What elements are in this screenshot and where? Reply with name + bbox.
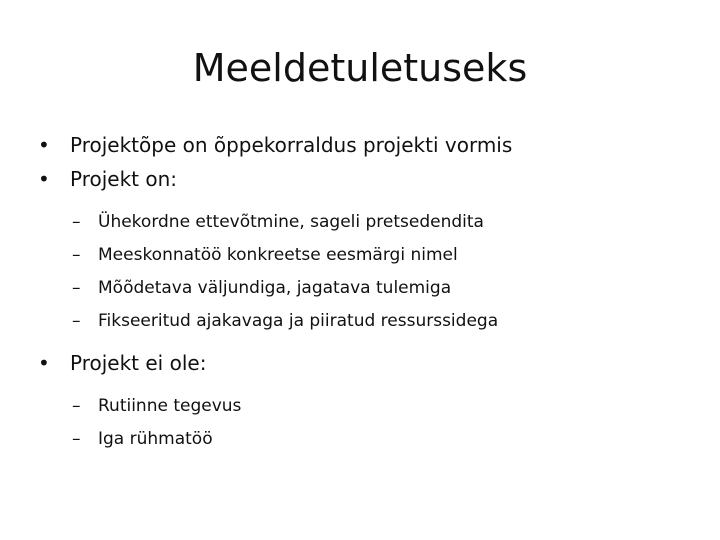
slide-body xyxy=(36,128,696,464)
sub-item-text: Iga rühmatöö xyxy=(98,429,213,449)
dash-marker: – xyxy=(72,396,81,416)
sub-item-text: Meeskonnatöö konkreetse eesmärgi nimel xyxy=(98,245,458,265)
dash-marker: – xyxy=(72,245,81,265)
sub-item xyxy=(36,390,696,423)
dash-marker: – xyxy=(72,311,81,331)
dash-marker: – xyxy=(72,278,81,298)
bullet-item xyxy=(36,346,696,380)
sub-list xyxy=(36,206,696,338)
bullet-dot: • xyxy=(38,133,50,157)
dash-marker: – xyxy=(72,429,81,449)
slide-title: Meeldetuletuseks xyxy=(192,46,528,90)
bullet-dot: • xyxy=(38,167,50,191)
sub-item xyxy=(36,239,696,272)
bullet-text: Projekt ei ole: xyxy=(70,351,207,375)
dash-marker: – xyxy=(72,212,81,232)
bullet-item xyxy=(36,162,696,196)
sub-item-text: Rutiinne tegevus xyxy=(98,396,242,416)
sub-item-text: Ühekordne ettevõtmine, sageli pretsedendita xyxy=(98,212,484,232)
bullet-dot: • xyxy=(38,351,50,375)
sub-item-text: Fikseeritud ajakavaga ja piiratud ressurssidega xyxy=(98,311,499,331)
sub-item xyxy=(36,305,696,338)
sub-item xyxy=(36,423,696,456)
sub-item xyxy=(36,272,696,305)
bullet-text: Projekt on: xyxy=(70,167,178,191)
sub-item xyxy=(36,206,696,239)
sub-item-text: Mõõdetava väljundiga, jagatava tulemiga xyxy=(98,278,452,298)
bullet-item xyxy=(36,128,696,162)
sub-list xyxy=(36,390,696,456)
bullet-text: Projektõpe on õppekorraldus projekti vormis xyxy=(70,133,513,157)
